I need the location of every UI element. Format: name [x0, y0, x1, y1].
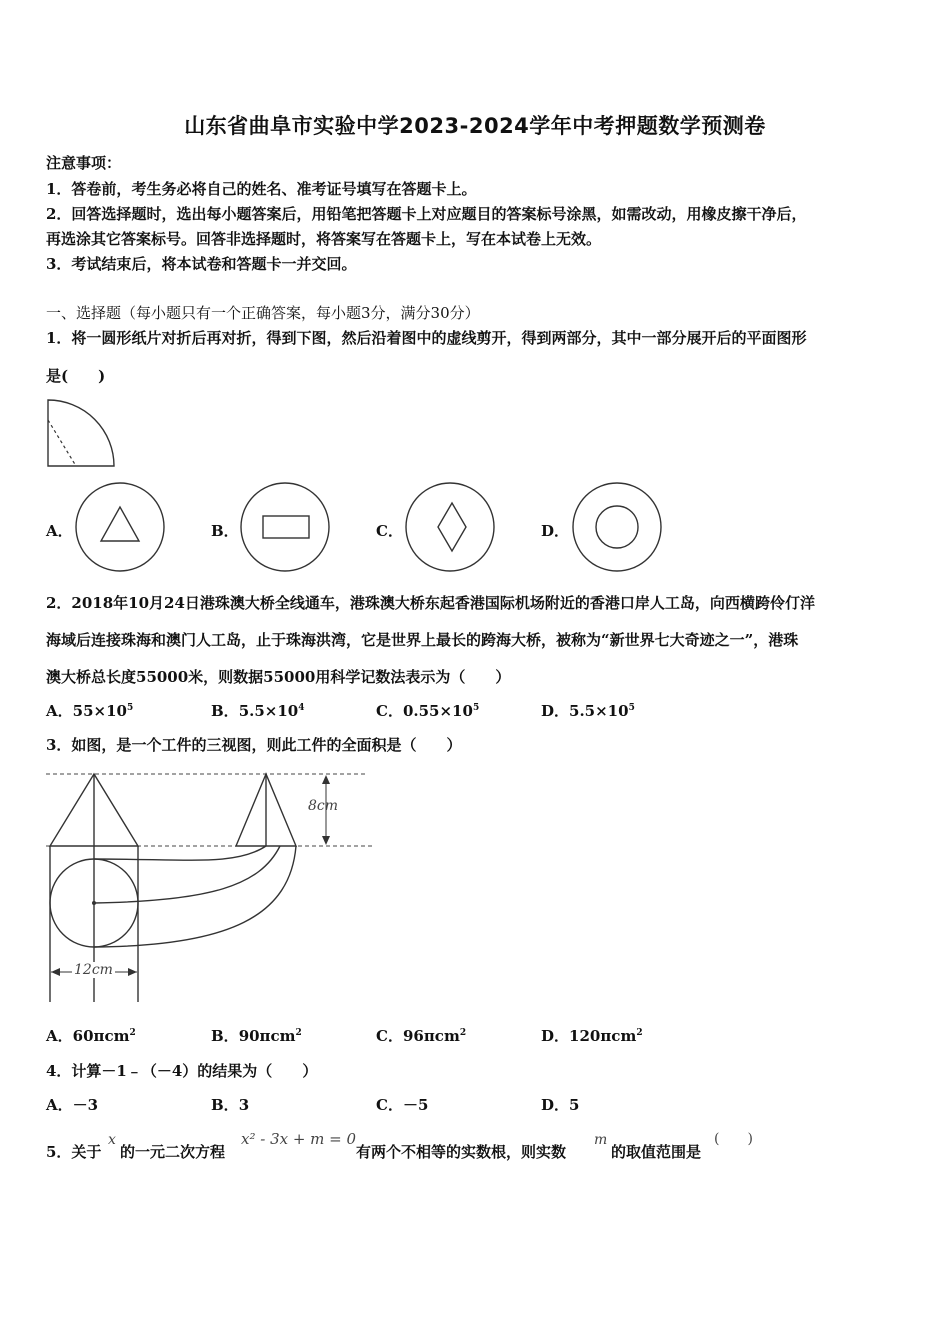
page-title: 山东省曲阜市实验中学2023-2024学年中考押题数学预测卷	[184, 114, 766, 138]
q3-option-c: C．96πcm$^2$	[376, 1027, 467, 1045]
notes-heading: 注意事项：	[46, 154, 122, 172]
q5-variable-x: x	[108, 1132, 116, 1148]
q2-option-d: D．$5.5\times 10^5$	[541, 702, 635, 720]
q1-text: 1．将一圆形纸片对折后再对折，得到下图，然后沿着图中的虚线剪开，得到两部分，其中一部分展开后的平面图形	[46, 329, 807, 347]
q3-option-b: B．90πcm$^2$	[211, 1027, 302, 1045]
q2-text: 海域后连接珠海和澳门人工岛，止于珠海洪湾，它是世界上最长的跨海大桥，被称为“新世界七大奇迹之一”，港珠	[46, 631, 799, 649]
q1-option-c-figure	[404, 481, 496, 573]
q3-width-dimension: 12cm	[74, 962, 113, 978]
q1-option-b-figure	[239, 481, 331, 573]
q1-option-d-figure	[571, 481, 663, 573]
q5-variable-m: m	[594, 1132, 608, 1148]
q5-text: 5．关于	[46, 1143, 102, 1161]
q4-option-c: C．－5	[376, 1096, 429, 1114]
q1-option-c-label: C．	[376, 522, 403, 540]
q2-option-c: C．$0.55\times 10^5$	[376, 702, 480, 720]
q5-text: 的取值范围是	[611, 1143, 702, 1161]
q1-option-b-label: B．	[211, 522, 239, 540]
q5-text: 有两个不相等的实数根，则实数	[356, 1143, 567, 1161]
q2-option-a: A．$55\times 10^5$	[46, 702, 134, 720]
q4-option-d: D．5	[541, 1096, 580, 1114]
note-item: 2．回答选择题时，选出每小题答案后，用铅笔把答题卡上对应题目的答案标号涂黑，如需改动，用橡皮擦干净后，	[46, 205, 807, 223]
q1-text: 是( )	[46, 367, 106, 385]
note-item: 1．答卷前，考生务必将自己的姓名、准考证号填写在答题卡上。	[46, 180, 477, 198]
q5-answer-bracket: ( )	[714, 1131, 753, 1147]
q2-option-b: B．$5.5\times 10^4$	[211, 702, 305, 720]
q3-option-d: D．120πcm$^2$	[541, 1027, 643, 1045]
section-heading: 一、选择题（每小题只有一个正确答案，每小题3分，满分30分）	[46, 304, 480, 322]
q2-text: 2．2018年10月24日港珠澳大桥全线通车，港珠澳大桥东起香港国际机场附近的香港口岸人工岛，向西横跨伶仃洋	[46, 594, 815, 612]
note-item: 再选涂其它答案标号。回答非选择题时，将答案写在答题卡上，写在本试卷上无效。	[46, 230, 602, 248]
q1-option-d-label: D．	[541, 522, 570, 540]
q4-option-b: B．3	[211, 1096, 250, 1114]
q3-text: 3．如图，是一个工件的三视图，则此工件的全面积是（ ）	[46, 736, 462, 754]
q3-height-dimension: 8cm	[308, 798, 339, 814]
q2-text: 澳大桥总长度55000米，则数据55000用科学记数法表示为（ ）	[46, 668, 511, 686]
q5-equation: x² - 3x + m = 0	[241, 1130, 357, 1148]
q1-folded-paper-figure	[44, 396, 116, 470]
q5-text: 的一元二次方程	[120, 1143, 226, 1161]
q1-option-a-label: A．	[46, 522, 73, 540]
q4-text: 4．计算－1﹣（－4）的结果为（ ）	[46, 1062, 318, 1080]
q3-option-a: A．60πcm$^2$	[46, 1027, 136, 1045]
q4-option-a: A．－3	[46, 1096, 99, 1114]
q1-option-a-figure	[74, 481, 166, 573]
note-item: 3．考试结束后，将本试卷和答题卡一并交回。	[46, 255, 357, 273]
